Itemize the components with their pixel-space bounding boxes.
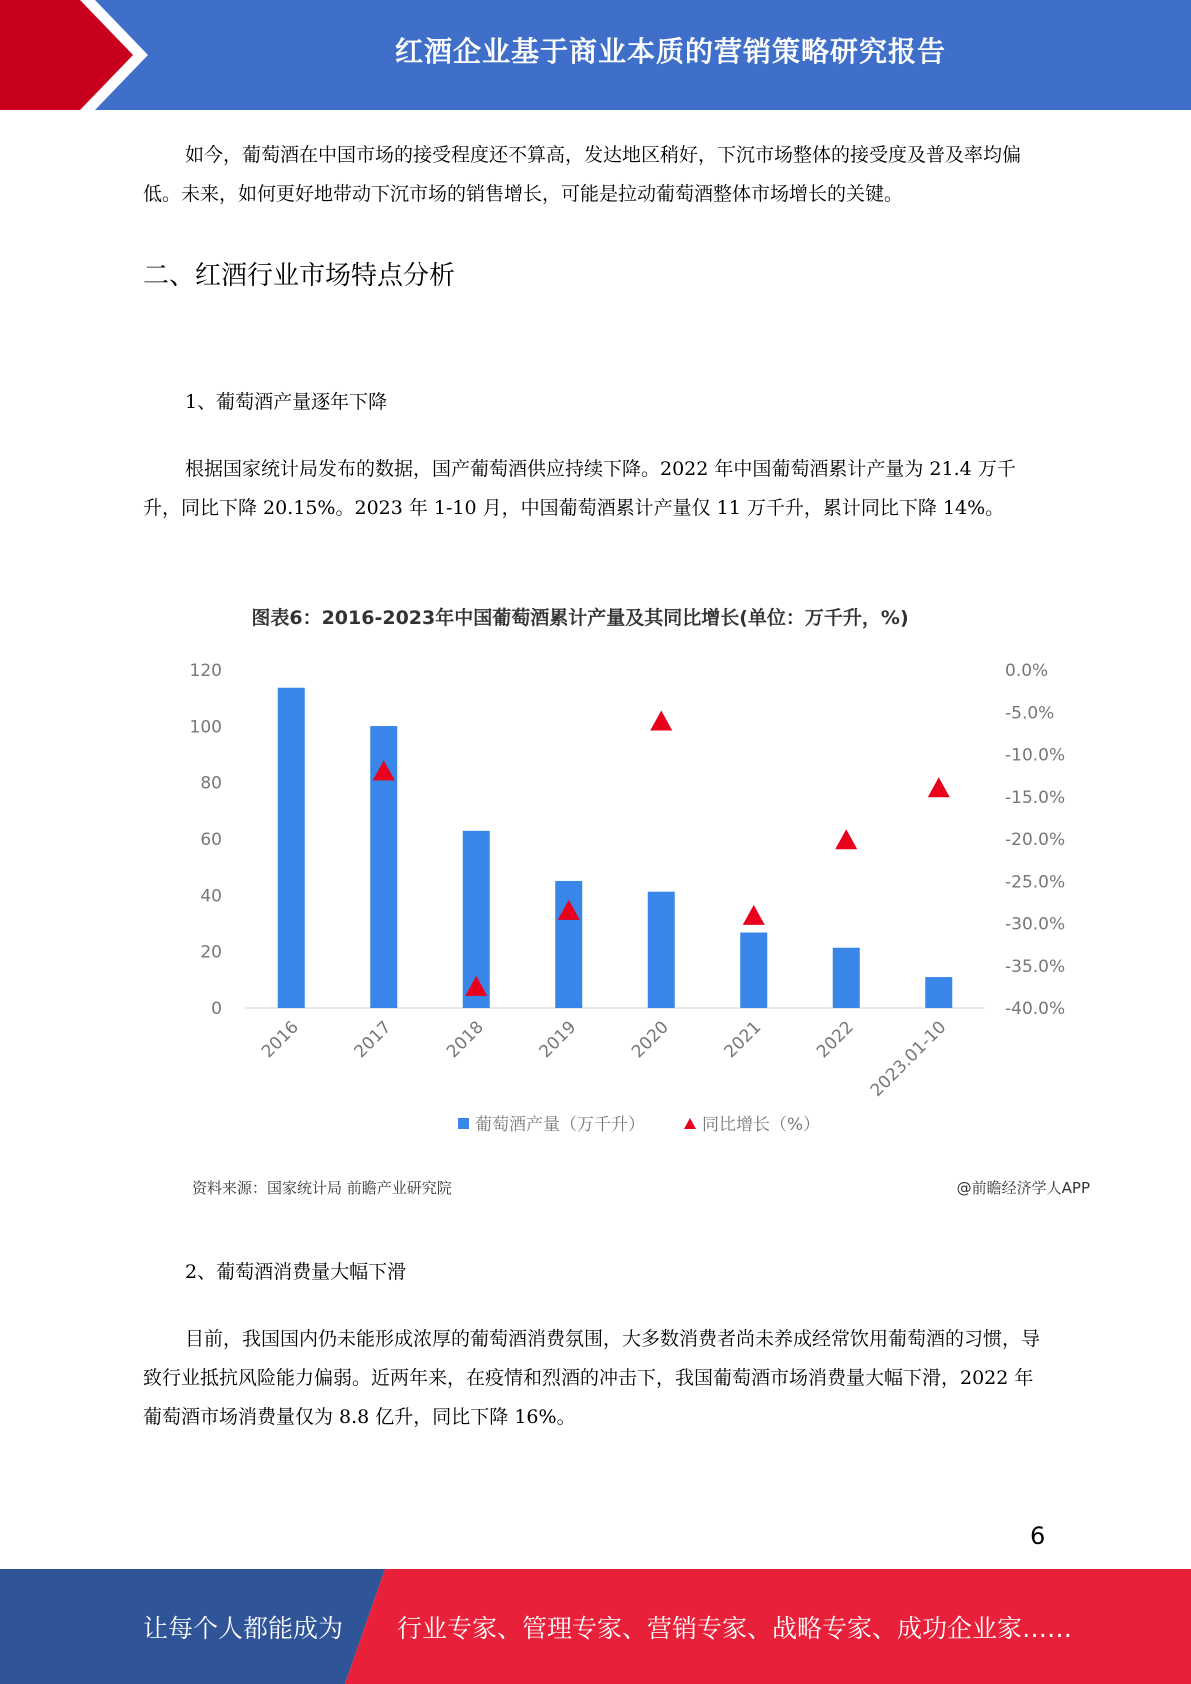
intro-paragraph: 如今，葡萄酒在中国市场的接受程度还不算高，发达地区稍好，下沉市场整体的接受度及普及率均偏低。未来，如何更好地带动下沉市场的销售增长，可能是拉动葡萄酒整体市场增长的关键。 [143,144,1022,205]
right-axis-tick-label: -5.0% [1005,703,1055,724]
legend-swatch-production [458,1118,469,1129]
footer-slogan-left: 让每个人都能成为 [143,1614,344,1643]
left-axis-tick-label: 80 [200,773,222,794]
bar-2023.01-10 [925,977,952,1008]
page-number: 6 [1030,1522,1046,1550]
left-axis-tick-label: 0 [211,999,222,1019]
chart-credit: @前瞻经济学人APP [956,1179,1090,1197]
legend-label-production: 葡萄酒产量（万千升） [475,1115,645,1135]
right-axis-tick-label: -25.0% [1005,872,1066,893]
page-header [0,0,1191,110]
x-axis-tick-label: 2018 [443,1017,488,1063]
right-axis-tick-label: -30.0% [1005,914,1066,935]
right-axis-tick-label: -40.0% [1005,999,1066,1019]
footer-slogan-right: 行业专家、管理专家、营销专家、战略专家、成功企业家…… [397,1614,1073,1643]
chart-source: 资料来源：国家统计局 前瞻产业研究院 [192,1179,452,1197]
left-axis-tick-label: 120 [189,661,222,681]
growth-marker-2021 [743,905,765,925]
x-axis-tick-label: 2022 [813,1017,858,1063]
bar-2016 [278,688,305,1008]
left-axis-tick-label: 100 [189,717,222,738]
bar-2021 [740,933,767,1008]
x-axis-tick-label: 2020 [628,1017,673,1063]
chart-title: 图表6：2016-2023年中国葡萄酒累计产量及其同比增长(单位：万千升，%) [251,607,909,629]
production-chart [180,595,1100,1205]
subheading-consumption: 2、葡萄酒消费量大幅下滑 [185,1261,407,1283]
right-axis-tick-label: -15.0% [1005,787,1066,808]
section-heading: 二、红酒行业市场特点分析 [143,261,456,291]
growth-marker-2022 [835,829,857,849]
bar-2022 [833,948,860,1008]
header-title: 红酒企业基于商业本质的营销策略研究报告 [394,35,946,68]
consumption-paragraph: 目前，我国国内仍未能形成浓厚的葡萄酒消费氛围，大多数消费者尚未养成经常饮用葡萄酒的习惯，导致行业抵抗风险能力偏弱。近两年来，在疫情和烈酒的冲击下，我国葡萄酒市场消费量大幅下滑，2022 年葡萄酒市场消费量仅为 8.8 亿升，同比下降 16%。 [143,1328,1041,1428]
right-axis-tick-label: 0.0% [1005,661,1049,681]
left-axis-tick-label: 20 [200,942,222,963]
production-paragraph: 根据国家统计局发布的数据，国产葡萄酒供应持续下降。2022 年中国葡萄酒累计产量为 21.4 万千升，同比下降 20.15%。2023 年 1-10 月，中国葡萄酒累计产量仅 11 万千升，累计同比下降 14%。 [143,458,1016,519]
x-axis-tick-label: 2016 [258,1017,303,1063]
chart-plot [180,595,1100,1175]
legend-label-growth: 同比增长（%） [702,1115,821,1135]
left-axis-tick-label: 60 [200,830,222,850]
x-axis-tick-label: 2019 [535,1017,581,1063]
right-axis-tick-label: -20.0% [1005,830,1066,850]
growth-marker-2023.01-10 [928,777,950,797]
x-axis-tick-label: 2023.01-10 [866,1017,951,1101]
bar-2020 [648,892,675,1008]
left-axis-tick-label: 40 [200,886,222,907]
right-axis-tick-label: -10.0% [1005,745,1066,766]
legend-swatch-growth [684,1118,696,1129]
x-axis-tick-label: 2017 [350,1017,396,1063]
x-axis-tick-label: 2021 [720,1017,766,1063]
growth-marker-2020 [650,711,672,731]
page-footer [0,1569,1191,1684]
subheading-production: 1、葡萄酒产量逐年下降 [185,391,388,413]
right-axis-tick-label: -35.0% [1005,956,1066,977]
